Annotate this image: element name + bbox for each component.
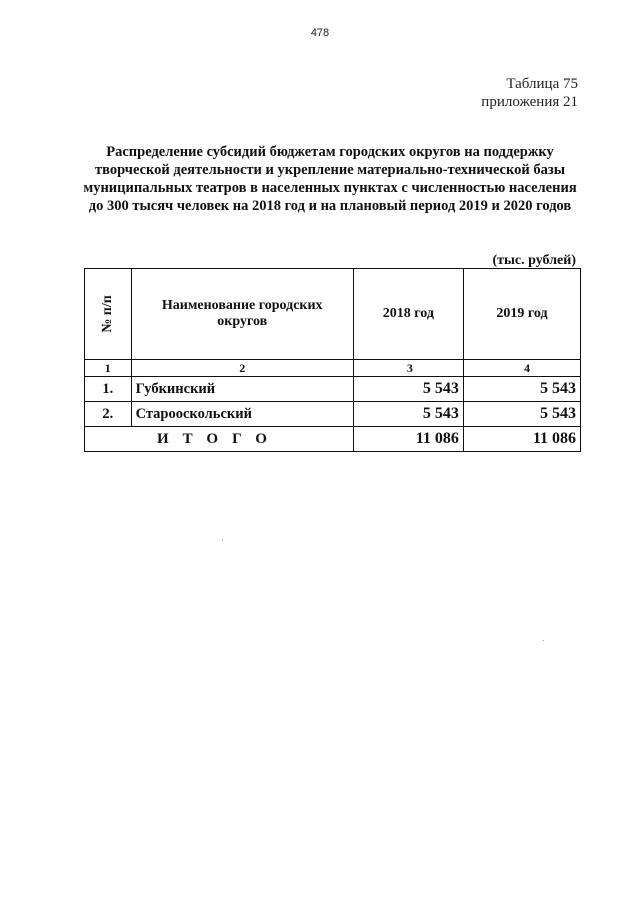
table-reference-line1: Таблица 75 [506,76,578,92]
total-2018: 11 086 [353,427,463,452]
row-number: 1. [85,377,132,402]
total-label: ИТОГО [85,427,354,452]
value-2019: 5 543 [463,377,580,402]
row-number: 2. [85,402,132,427]
district-name: Губкинский [131,377,353,402]
units-label: (тыс. рублей) [492,253,576,268]
page-number: 478 [310,27,330,39]
district-name: Старооскольский [131,402,353,427]
table-row [85,377,581,402]
column-index-row [85,360,581,377]
table-reference [481,75,578,111]
header-number [85,269,132,360]
subsidy-table [84,268,581,452]
value-2019: 5 543 [463,402,580,427]
scan-speck [222,540,223,541]
table-reference-line2: приложения 21 [481,94,578,110]
column-index: 2 [131,360,353,377]
header-year-2018: 2018 год [353,269,463,360]
total-row [85,427,581,452]
column-index: 3 [353,360,463,377]
column-index: 1 [85,360,132,377]
value-2018: 5 543 [353,402,463,427]
table-row [85,402,581,427]
header-year-2019: 2019 год [463,269,580,360]
scan-speck [543,640,544,641]
table-header-row [85,269,581,360]
document-title: Распределение субсидий бюджетам городских округов на поддержку творческой деятельности и укрепление материально-технической базы муниципальных театров в населенных пунктах с численностью населения до 300 тысяч человек на 2018 год и на плановый период 2019 и 2020 годов [83,144,577,214]
header-name: Наименование городских округов [131,269,353,360]
header-number-label: № п/п [99,295,115,333]
column-index: 4 [463,360,580,377]
value-2018: 5 543 [353,377,463,402]
total-2019: 11 086 [463,427,580,452]
